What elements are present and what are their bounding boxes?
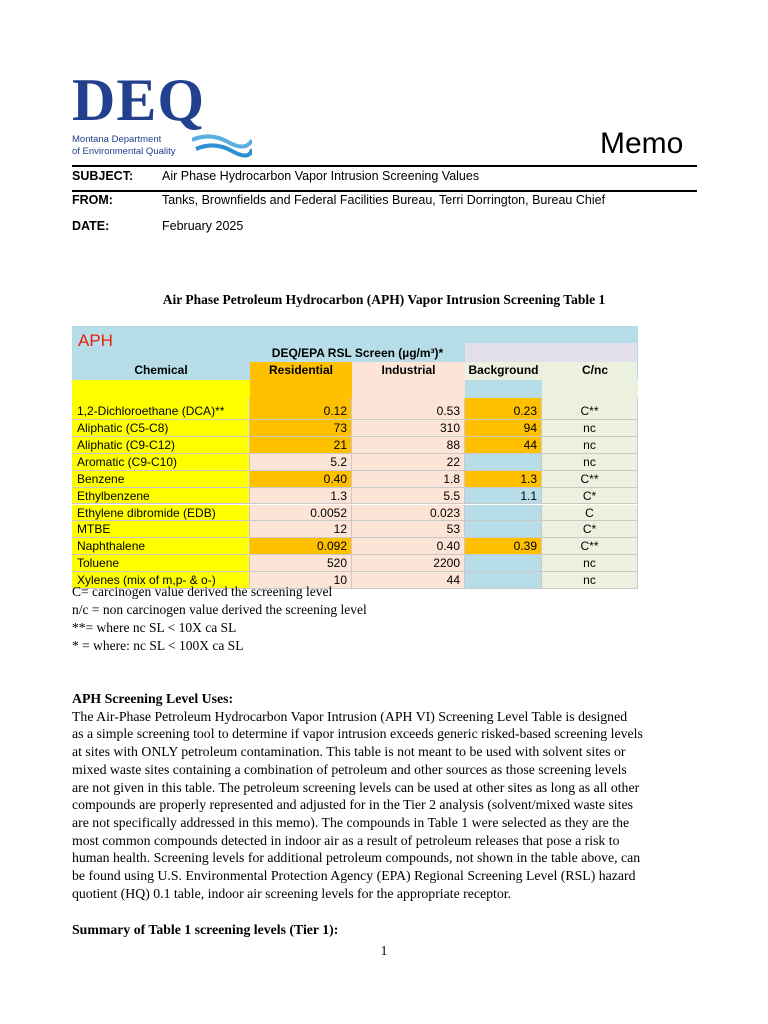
cell-residential: 1.3 [250, 488, 352, 505]
uses-heading: APH Screening Level Uses: [72, 691, 234, 706]
residential-header-fill [250, 380, 352, 398]
logo-line-1: Montana Department [72, 134, 162, 145]
cell-residential: 5.2 [250, 454, 352, 471]
cell-cnc: nc [542, 437, 638, 454]
cell-residential: 10 [250, 572, 352, 589]
cell-background: 0.39 [465, 538, 542, 555]
cnc-header-fill [542, 380, 638, 398]
date-label: DATE: [72, 219, 110, 233]
cell-industrial: 310 [352, 420, 465, 437]
screening-table [72, 326, 638, 588]
cell-residential: 0.0052 [250, 505, 352, 522]
chemical-header-yellow [72, 380, 250, 398]
cell-residential: 0.40 [250, 471, 352, 488]
date-value: February 2025 [162, 219, 244, 233]
header-rule-bottom [72, 190, 697, 192]
note-line: * = where: nc SL < 100X ca SL [72, 638, 244, 653]
cell-industrial: 53 [352, 521, 465, 538]
note-line: **= where nc SL < 10X ca SL [72, 620, 237, 635]
cell-background: 1.3 [465, 471, 542, 488]
cell-chemical: Aliphatic (C9-C12) [72, 437, 250, 454]
cell-background: 0.23 [465, 398, 542, 420]
paragraph-line: quotient (HQ) 0.1 table, indoor air screening levels for the appropriate receptor. [72, 885, 512, 901]
cell-background: 44 [465, 437, 542, 454]
note-line: C= carcinogen value derived the screening level [72, 584, 333, 599]
cell-residential: 73 [250, 420, 352, 437]
cell-industrial: 2200 [352, 555, 465, 572]
cell-chemical: MTBE [72, 521, 250, 538]
industrial-header-fill [352, 380, 465, 398]
cell-cnc: C [542, 505, 638, 522]
page-number: 1 [380, 943, 388, 958]
from-value: Tanks, Brownfields and Federal Facilities Bureau, Terri Dorrington, Bureau Chief [162, 193, 606, 207]
cell-cnc: nc [542, 572, 638, 589]
subject-label: SUBJECT: [72, 169, 134, 183]
cell-chemical: Ethylene dibromide (EDB) [72, 505, 250, 522]
memo-title: Memo [600, 127, 684, 160]
summary-heading: Summary of Table 1 screening levels (Tier 1): [72, 922, 339, 937]
cell-background [465, 521, 542, 538]
header-rule-top [72, 165, 697, 167]
cell-chemical: Xylenes (mix of m,p- & o-) [72, 572, 250, 589]
paragraph-line: be found using U.S. Environmental Protection Agency (EPA) Regional Screening Level (RSL) hazard [72, 868, 636, 884]
cell-industrial: 0.53 [352, 398, 465, 420]
cell-cnc: C** [542, 538, 638, 555]
note-line: n/c = non carcinogen value derived the screening level [72, 602, 367, 617]
cell-residential: 0.092 [250, 538, 352, 555]
cell-cnc: nc [542, 555, 638, 572]
paragraph-line: at sites with ONLY petroleum contamination. This table is not meant to be used with solvent sites or [72, 744, 626, 760]
paragraph-line: The Air-Phase Petroleum Hydrocarbon Vapor Intrusion (APH VI) Screening Level Table is designed [72, 708, 628, 724]
from-label: FROM: [72, 193, 113, 207]
cell-cnc: C* [542, 488, 638, 505]
cell-cnc: nc [542, 420, 638, 437]
logo-line-2: of Environmental Quality [72, 146, 176, 157]
cell-industrial: 88 [352, 437, 465, 454]
paragraph-line: are not given in this table. The petroleum screening levels can be used at other sites as long as all other [72, 779, 640, 795]
cell-industrial: 1.8 [352, 471, 465, 488]
cell-chemical: Naphthalene [72, 538, 250, 555]
cell-background [465, 555, 542, 572]
cell-chemical: Aliphatic (C5-C8) [72, 420, 250, 437]
paragraph-line: most common compounds detected in indoor air as a result of petroleum releases that pose a risk to [72, 832, 620, 848]
cell-residential: 21 [250, 437, 352, 454]
logo-wordmark: DEQ [72, 67, 206, 133]
col-header-background: Background [468, 363, 539, 377]
aph-corner-label: APH [78, 331, 113, 350]
cell-background: 94 [465, 420, 542, 437]
col-header-residential: Residential [268, 363, 334, 377]
paragraph-line: compounds are properly represented and adjusted for in the Tier 2 analysis (solvent/mixed waste sites [72, 797, 633, 813]
deq-logo [72, 67, 247, 160]
uses-paragraph [72, 708, 697, 903]
cell-chemical: Ethylbenzene [72, 488, 250, 505]
cell-chemical: 1,2-Dichloroethane (DCA)** [72, 398, 250, 420]
cell-background [465, 505, 542, 522]
cell-industrial: 44 [352, 572, 465, 589]
cell-residential: 520 [250, 555, 352, 572]
rsl-group-header: DEQ/EPA RSL Screen (µg/m³)* [271, 346, 444, 360]
col-header-cnc: C/nc [581, 363, 608, 377]
cell-background [465, 572, 542, 589]
cell-industrial: 0.40 [352, 538, 465, 555]
col-header-industrial: Industrial [381, 363, 436, 377]
cell-residential: 0.12 [250, 398, 352, 420]
paragraph-line: human health. Screening levels for additional petroleum compounds, not shown in the table above, can [72, 850, 641, 866]
table-title: Air Phase Petroleum Hydrocarbon (APH) Vapor Intrusion Screening Table 1 [162, 292, 606, 307]
paragraph-line: are not specifically addressed in this memo). The compounds in Table 1 were selected as they are the [72, 814, 630, 830]
subject-value: Air Phase Hydrocarbon Vapor Intrusion Screening Values [162, 169, 480, 183]
cell-chemical: Aromatic (C9-C10) [72, 454, 250, 471]
cell-background [465, 454, 542, 471]
table-notes [72, 583, 367, 655]
cell-residential: 12 [250, 521, 352, 538]
table-header-lavender [465, 343, 637, 362]
cell-industrial: 5.5 [352, 488, 465, 505]
cell-cnc: C** [542, 471, 638, 488]
cell-industrial: 0.023 [352, 505, 465, 522]
cell-chemical: Toluene [72, 555, 250, 572]
cell-industrial: 22 [352, 454, 465, 471]
cell-cnc: C* [542, 521, 638, 538]
logo-wave-icon [192, 114, 252, 160]
paragraph-line: mixed waste sites containing a combination of petroleum and other sources as those screening levels [72, 761, 627, 777]
cell-background: 1.1 [465, 488, 542, 505]
paragraph-line: as a simple screening tool to determine if vapor intrusion exceeds generic risked-based screening levels [72, 726, 643, 742]
cell-chemical: Benzene [72, 471, 250, 488]
col-header-chemical: Chemical [134, 363, 188, 377]
cell-cnc: C** [542, 398, 638, 420]
uses-section [72, 690, 697, 902]
cell-cnc: nc [542, 454, 638, 471]
